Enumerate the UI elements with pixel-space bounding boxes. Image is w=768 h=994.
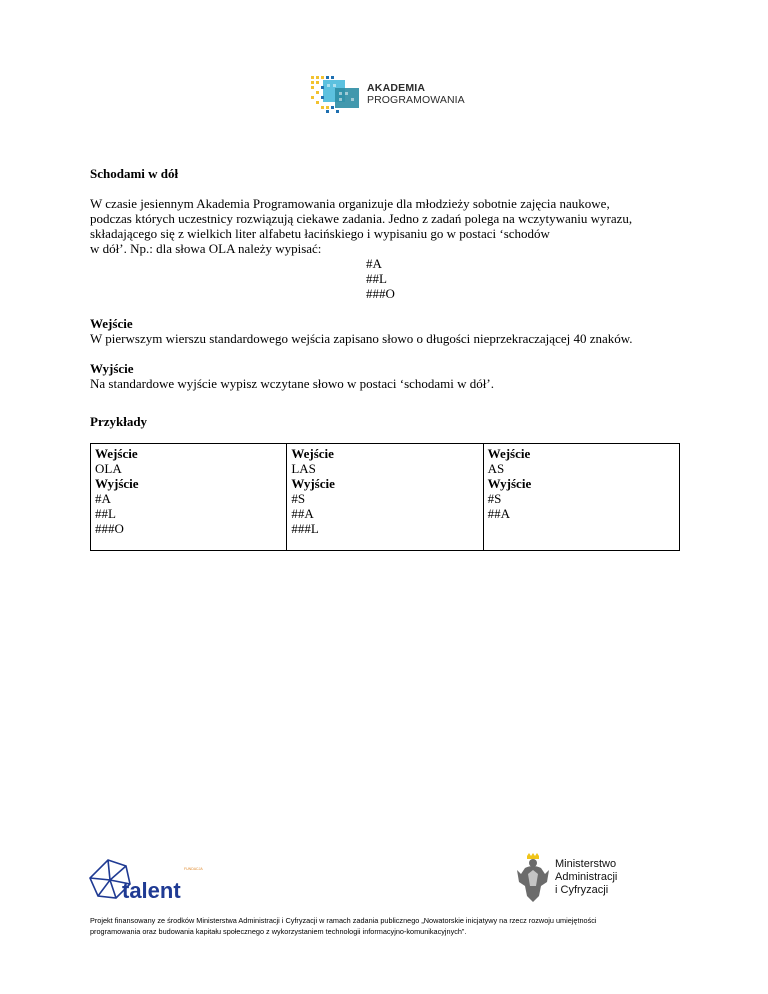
examples-heading: Przykłady xyxy=(90,414,148,429)
talent-logo-icon xyxy=(86,856,216,904)
example-input-label: Wejście xyxy=(487,446,531,461)
ministry-line-3: i Cyfryzacji xyxy=(555,884,609,896)
ministry-name xyxy=(555,858,617,897)
ministry-logo xyxy=(515,852,655,908)
input-description: W pierwszym wierszu standardowego wejścia zapisano słowo o długości nieprzekraczającej 40 znaków. xyxy=(90,331,633,346)
logo-text-programowania: PROGRAMOWANIA xyxy=(367,93,465,106)
example-output-label: Wyjście xyxy=(291,476,335,491)
example-output-line: ###L xyxy=(291,521,319,536)
talent-text: talent xyxy=(122,878,181,903)
akademia-programowania-logo xyxy=(309,74,479,114)
example-output-label: Wyjście xyxy=(95,476,139,491)
footer-note xyxy=(90,915,690,937)
intro-line-3: składającego się z wielkich liter alfabetu łacińskiego i wypisaniu go w postaci ‘schodów xyxy=(90,226,550,241)
example-input-value: AS xyxy=(487,461,505,476)
output-description: Na standardowe wyjście wypisz wczytane słowo w postaci ‘schodami w dół’. xyxy=(90,376,494,391)
eagle-emblem-icon xyxy=(515,852,551,908)
intro-line-1: W czasie jesiennym Akademia Programowania organizuje dla młodzieży sobotnie zajęcia naukowe, xyxy=(90,196,610,211)
footer-line-2: programowania oraz budowania kapitału społecznego z wykorzystaniem technologii informacyjno-komunikacyjnych”. xyxy=(90,927,467,936)
logo-text-akademia: AKADEMIA xyxy=(367,82,426,94)
examples-row xyxy=(91,444,680,551)
intro-line-4: w dół’. Np.: dla słowa OLA należy wypisać: xyxy=(90,241,322,256)
example-input-label: Wejście xyxy=(95,446,138,461)
input-heading: Wejście xyxy=(90,316,133,331)
example-output-line: ##A xyxy=(291,506,314,521)
stairs-line-2: ##L xyxy=(366,271,387,286)
example-input-label: Wejście xyxy=(291,446,334,461)
example-output-line: ##L xyxy=(95,506,116,521)
example-cell-1 xyxy=(91,444,287,551)
ministry-line-1: Ministerstwo xyxy=(555,858,617,870)
example-output-line: ###O xyxy=(95,521,124,536)
output-heading: Wyjście xyxy=(90,361,134,376)
talent-small-text: FUNDACJA xyxy=(184,867,203,871)
example-output-line: ##A xyxy=(487,506,511,521)
footer-line-1: Projekt finansowany ze środków Ministerstwa Administracji i Cyfryzacji w ramach zadania publicznego „Nowatorskie inicjatywy na rzecz rozwoju umiejętności xyxy=(90,916,597,925)
example-output-line: #A xyxy=(95,491,111,506)
page-title: Schodami w dół xyxy=(90,166,179,181)
example-input-value: LAS xyxy=(291,461,316,476)
example-output-line: #S xyxy=(487,491,502,506)
example-output-line: #S xyxy=(291,491,306,506)
examples-table xyxy=(90,443,680,551)
example-cell-3 xyxy=(483,444,679,551)
intro-line-2: podczas których uczestnicy rozwiązują ciekawe zadania. Jedno z zadań polega na wczytywaniu wyrazu, xyxy=(90,211,633,226)
example-input-value: OLA xyxy=(95,461,122,476)
talent-logo xyxy=(86,856,216,904)
example-cell-2 xyxy=(287,444,483,551)
ministry-line-2: Administracji xyxy=(555,871,618,883)
stairs-line-3: ###O xyxy=(366,286,395,301)
mosaic-logo-icon xyxy=(309,74,365,114)
stairs-line-1: #A xyxy=(366,256,382,271)
task-content xyxy=(90,166,680,551)
example-output-label: Wyjście xyxy=(487,476,532,491)
